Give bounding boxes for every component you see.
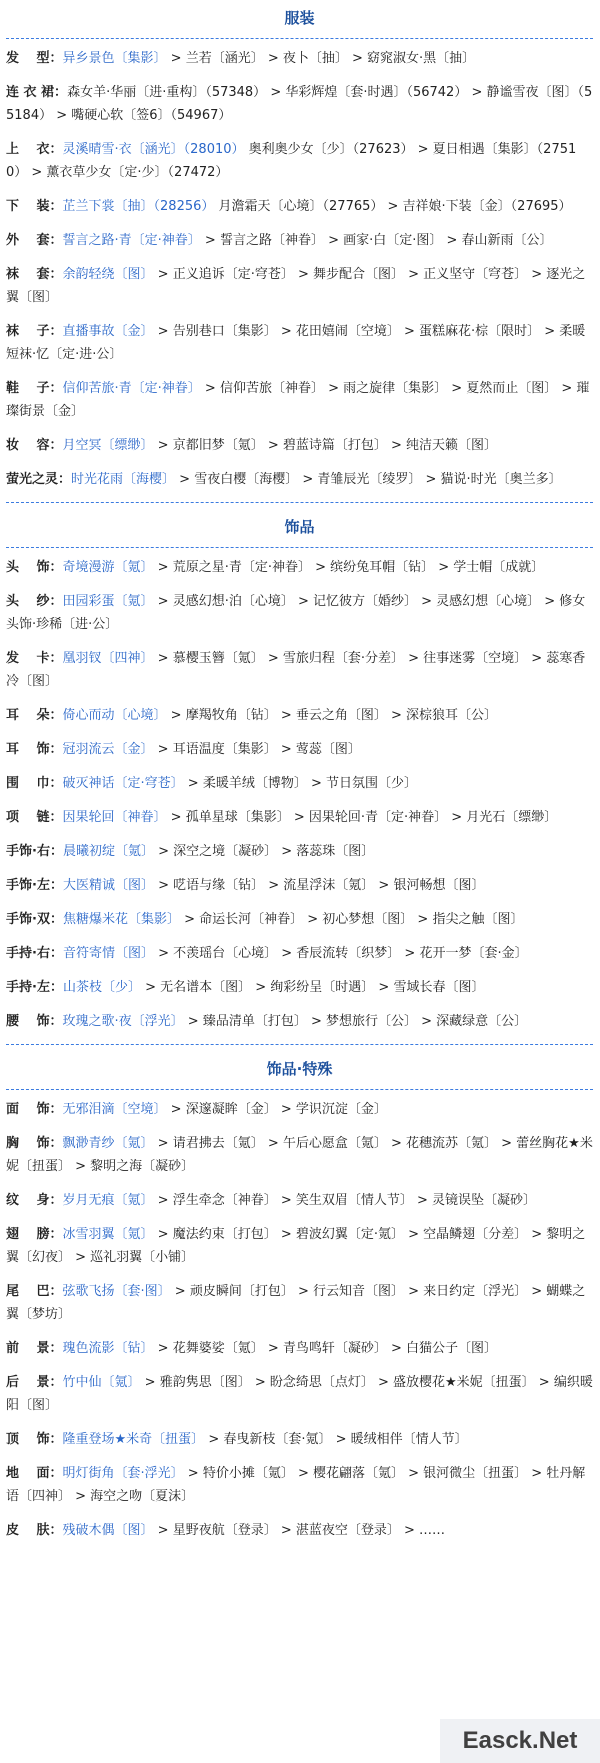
list-item [6,1280,593,1326]
row-label: 萤光之灵： [6,472,72,487]
section-divider [6,38,593,39]
list-item [6,942,593,965]
list-item [6,1223,593,1269]
list-item [6,377,593,423]
row-label: 耳 饰： [6,742,63,757]
row-items: > 深空之境〔凝砂〕 > 落蕊珠〔图〕 [153,844,375,859]
section-title-accessories: 饰品 [284,518,315,536]
row-items: > 不羡瑶台〔心境〕 > 香辰流转〔织梦〕 > 花开一梦〔套·金〕 [153,946,528,961]
row-highlight: 信仰苦旅·青〔定·神眷〕 [62,381,201,396]
row-items: > 魔法约束〔打包〕 > 碧波幻翼〔定·氪〕 > 空晶鳞翅〔分差〕 > 黎明之翼〔幻夜〕 > 巡礼羽翼〔小铺〕 [6,1227,586,1265]
list-item [6,1098,593,1121]
list-item [6,195,593,218]
row-label: 尾 巴： [6,1284,63,1299]
row-label: 发 卡： [6,651,63,666]
row-label: 上 衣： [6,142,63,157]
row-highlight: 田园彩蛋〔氪〕 [62,594,154,609]
row-label: 纹 身： [6,1193,63,1208]
list-item [6,1189,593,1212]
row-highlight: 因果轮回〔神眷〕 [62,810,167,825]
list-item [6,908,593,931]
row-items: > 兰若〔涵光〕 > 夜卜〔抽〕 > 窈窕淑女·黑〔抽〕 [166,51,476,66]
row-highlight: 残破木偶〔图〕 [62,1523,154,1538]
row-label: 下 装： [6,199,63,214]
section-divider [6,1044,593,1045]
list-item [6,874,593,897]
row-highlight: 破灭神话〔定·穹苍〕 [62,776,184,791]
list-item [6,738,593,761]
row-highlight: 月空冥〔缥缈〕 [62,438,154,453]
row-highlight: 玫瑰之歌·夜〔浮光〕 [62,1014,184,1029]
row-label: 头 纱： [6,594,63,609]
row-highlight: 大医精诚〔图〕 [62,878,154,893]
list-item [6,1337,593,1360]
row-items: > 无名谱本〔图〕 > 绚彩纷呈〔时遇〕 > 雪域长春〔图〕 [140,980,485,995]
row-label: 前 景： [6,1341,63,1356]
row-items: > 呓语与缘〔钻〕 > 流星浮沫〔氪〕 > 银河畅想〔图〕 [153,878,485,893]
section-title-clothing: 服装 [284,9,315,27]
row-items: > 雪夜白樱〔海樱〕 > 青雏辰光〔绫罗〕 > 猫说·时光〔奥兰多〕 [175,472,562,487]
row-label: 外 套： [6,233,63,248]
row-items: > 命运长河〔神眷〕 > 初心梦想〔图〕 > 指尖之触〔图〕 [179,912,524,927]
list-item [6,320,593,366]
list-item [6,138,593,184]
row-label: 手饰·右： [6,844,63,859]
list-item [6,81,593,127]
row-highlight: 飘渺青纱〔氪〕 [62,1136,154,1151]
row-items: > 信仰苦旅〔神眷〕 > 雨之旋律〔集影〕 > 夏然而止〔图〕 > 璀璨街景〔金〕 [6,381,590,419]
row-items: > 请君拂去〔氪〕 > 午后心愿盒〔氪〕 > 花穗流苏〔氪〕 > 蕾丝胸花★米妮〔扭蛋〕 > 黎明之海〔凝砂〕 [6,1136,593,1174]
row-highlight: 奇境漫游〔氪〕 [62,560,154,575]
row-items: > 慕樱玉簪〔氪〕 > 雪旅归程〔套·分差〕 > 往事迷雾〔空境〕 > 蕊寒香冷〔图〕 [6,651,586,689]
section-divider [6,547,593,548]
row-highlight: 异乡景色〔集影〕 [62,51,167,66]
row-items: > 灵感幻想·泊〔心境〕 > 记忆彼方〔婚纱〕 > 灵感幻想〔心境〕 > 修女头饰·珍稀〔进·公〕 [6,594,586,632]
row-label: 妆 容： [6,438,63,453]
row-items: > 荒原之星·青〔定·神眷〕 > 缤纷兔耳帽〔钻〕 > 学士帽〔成就〕 [153,560,545,575]
list-item [6,1462,593,1508]
row-items: > 京都旧梦〔氪〕 > 碧蓝诗篇〔打包〕 > 纯洁天籁〔图〕 [153,438,498,453]
row-label: 鞋 子： [6,381,63,396]
row-items: > 深邃凝眸〔金〕 > 学识沉淀〔金〕 [166,1102,387,1117]
row-items: > 耳语温度〔集影〕 > 莺蕊〔图〕 [153,742,361,757]
section-title-special-accessories: 饰品·特殊 [266,1060,333,1078]
row-label: 耳 朵： [6,708,63,723]
row-highlight: 瑰色流影〔钻〕 [62,1341,154,1356]
row-highlight: 余韵轻绕〔图〕 [62,267,154,282]
row-items: > 臻品清单〔打包〕 > 梦想旅行〔公〕 > 深藏绿意〔公〕 [183,1014,528,1029]
list-item [6,840,593,863]
row-label: 围 巾： [6,776,63,791]
row-highlight: 冰雪羽翼〔氪〕 [62,1227,154,1242]
row-label: 面 饰： [6,1102,63,1117]
row-items: > 浮生牵念〔神眷〕 > 笑生双眉〔情人节〕 > 灵镜误坠〔凝砂〕 [153,1193,537,1208]
list-item [6,1010,593,1033]
list-item [6,1371,593,1417]
row-label: 项 链： [6,810,63,825]
row-items: > 花舞婆娑〔氪〕 > 青鸟鸣轩〔凝砂〕 > 白猫公子〔图〕 [153,1341,498,1356]
row-items: > 特价小摊〔氪〕 > 樱花翩落〔氪〕 > 银河微尘〔扭蛋〕 > 牡丹解语〔四神〕 > 海空之吻〔夏沫〕 [6,1466,586,1504]
row-items: > 告别巷口〔集影〕 > 花田嬉闹〔空境〕 > 蛋糕麻花·棕〔限时〕 > 柔暖短袜·忆〔定·进·公〕 [6,324,586,362]
row-highlight: 誓言之路·青〔定·神眷〕 [62,233,201,248]
row-highlight: 明灯街角〔套·浮光〕 [62,1466,184,1481]
row-items: 奥利奥少女〔少〕（27623） > 夏日相遇〔集影〕（27510） > 薰衣草少女〔定·少〕（27472） [6,142,577,180]
row-items: > 顽皮瞬间〔打包〕 > 行云知音〔图〕 > 来日约定〔浮光〕 > 蝴蝶之翼〔梦坊〕 [6,1284,586,1322]
row-label: 手持·右： [6,946,63,961]
section-divider [6,502,593,503]
row-items: > 摩羯牧角〔钻〕 > 垂云之角〔图〕 > 深棕狼耳〔公〕 [166,708,498,723]
row-items: > 春曳新枝〔套·氪〕 > 暖绒相伴〔情人节〕 [204,1432,468,1447]
row-label: 皮 肤： [6,1523,63,1538]
row-highlight: 直播事故〔金〕 [62,324,154,339]
list-item [6,1428,593,1451]
row-label: 后 景： [6,1375,63,1390]
watermark-logo: Easck.Net [440,1719,600,1763]
row-label: 腰 饰： [6,1014,63,1029]
list-item [6,1519,593,1542]
row-highlight: 山茶枝〔少〕 [62,980,141,995]
row-highlight: 隆重登场★米奇〔扭蛋〕 [62,1432,205,1447]
list-item [6,772,593,795]
row-items: > 星野夜航〔登录〕 > 湛蓝夜空〔登录〕 > …… [153,1523,446,1538]
list-item [6,806,593,829]
row-highlight: 凰羽钗〔四神〕 [62,651,154,666]
row-highlight: 音符寄情〔图〕 [62,946,154,961]
row-highlight: 芷兰下裳〔抽〕（28256） [62,199,215,214]
list-item [6,468,593,491]
list-item [6,647,593,693]
row-label: 手饰·左： [6,878,63,893]
row-highlight: 冠羽流云〔金〕 [62,742,154,757]
row-highlight: 灵溪晴雪·衣〔涵光〕（28010） [62,142,245,157]
list-item [6,263,593,309]
row-items: > 柔暖羊绒〔博物〕 > 节日氛围〔少〕 [183,776,417,791]
row-highlight: 倚心而动〔心境〕 [62,708,167,723]
list-item [6,556,593,579]
list-item [6,1132,593,1178]
list-item [6,976,593,999]
list-item [6,229,593,252]
row-label: 袜 子： [6,324,63,339]
list-item [6,434,593,457]
row-label: 顶 饰： [6,1432,63,1447]
row-label: 胸 饰： [6,1136,63,1151]
row-items: 森女羊·华丽〔进·重构〕（57348） > 华彩辉煌〔套·时遇〕（56742） > 静谧雪夜〔图〕（55184） > 嘴硬心软〔签6〕（54967） [6,85,593,123]
row-items: > 孤单星球〔集影〕 > 因果轮回·青〔定·神眷〕 > 月光石〔缥缈〕 [166,810,558,825]
list-item [6,590,593,636]
row-items: 月澹霜天〔心境〕（27765） > 吉祥娘·下装〔金〕（27695） [214,199,572,214]
row-label: 翅 膀： [6,1227,63,1242]
row-label: 发 型： [6,51,63,66]
list-item [6,47,593,70]
row-label: 袜 套： [6,267,63,282]
row-label: 头 饰： [6,560,63,575]
row-label: 连 衣 裙： [6,85,68,100]
row-label: 地 面： [6,1466,63,1481]
row-highlight: 岁月无痕〔氪〕 [62,1193,154,1208]
row-highlight: 竹中仙〔氪〕 [62,1375,141,1390]
list-item [6,704,593,727]
row-items: > 雅韵隽思〔图〕 > 盼念绮思〔点灯〕 > 盛放樱花★米妮〔扭蛋〕 > 编织暖阳〔图〕 [6,1375,593,1413]
section-divider [6,1089,593,1090]
row-highlight: 时光花雨〔海樱〕 [71,472,176,487]
row-highlight: 弦歌飞扬〔套·图〕 [62,1284,171,1299]
row-label: 手持·左： [6,980,63,995]
row-highlight: 焦糖爆米花〔集影〕 [62,912,180,927]
row-items: > 誓言之路〔神眷〕 > 画家·白〔定·图〕 > 春山新雨〔公〕 [200,233,553,248]
row-highlight: 无邪泪滴〔空境〕 [62,1102,167,1117]
row-highlight: 晨曦初绽〔氪〕 [62,844,154,859]
row-items: > 正义追诉〔定·穹苍〕 > 舞步配合〔图〕 > 正义坚守〔穹苍〕 > 逐光之翼〔图〕 [6,267,586,305]
row-label: 手饰·双： [6,912,63,927]
